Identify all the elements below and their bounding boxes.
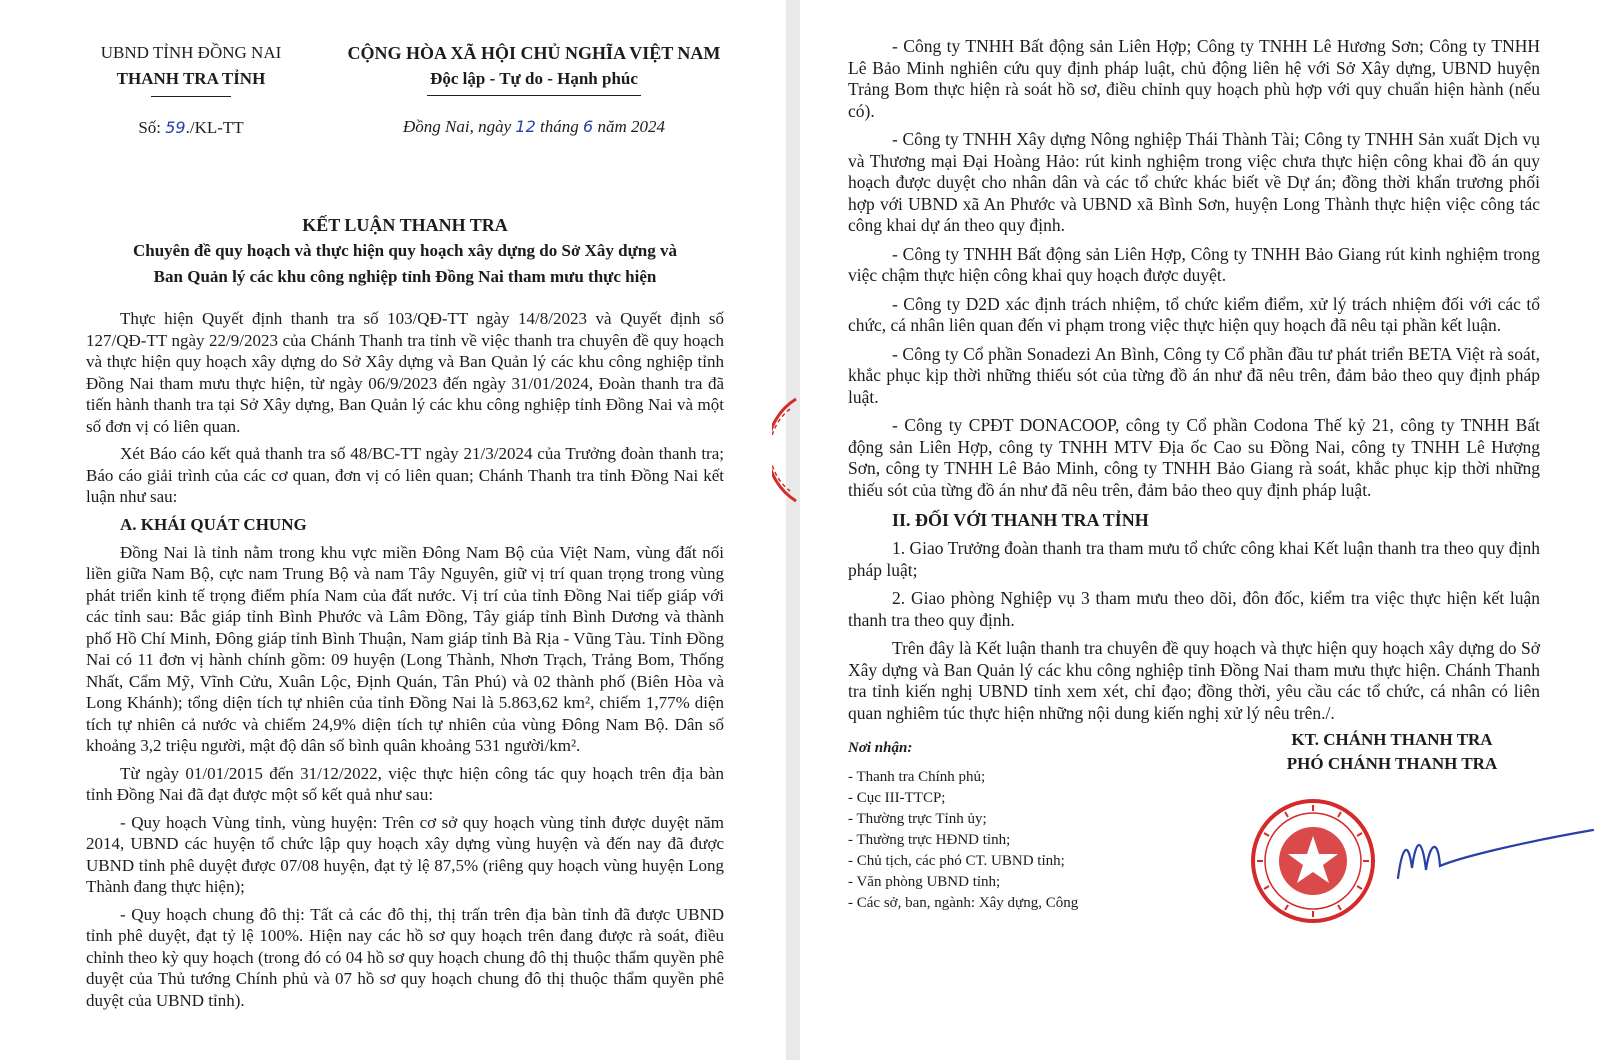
recipient-item: - Văn phòng UBND tỉnh; (848, 874, 1001, 890)
left-body (86, 308, 724, 1011)
recipients-label: Nơi nhận: (848, 740, 913, 756)
recipient-item: - Chủ tịch, các phó CT. UBND tỉnh; (848, 853, 1065, 869)
official-seal (1248, 796, 1378, 926)
section-heading-ii: II. ĐỐI VỚI THANH TRA TỈNH (892, 510, 1149, 530)
recipient-item: - Cục III-TTCP; (848, 790, 946, 806)
handwritten-month: 6 (583, 117, 594, 136)
document-page-right (800, 0, 1600, 1060)
org-department: THANH TRA TỈNH (116, 69, 266, 88)
paragraph: Thực hiện Quyết định thanh tra số 103/QĐ-TT ngày 14/8/2023 và Quyết định số 127/QĐ-TT ngày 22/9/2023 của Chánh Thanh tra tỉnh về việc thanh tra chuyên đề quy hoạch và thực hiện quy hoạch xây dựng do Sở Xây dựng và Ban Quản lý các khu công nghiệp tỉnh Đồng Nai tham mưu thực hiện, từ ngày 06/9/2023 đến ngày 31/01/2024, Đoàn thanh tra đã tiến hành thanh tra tại Sở Xây dựng, Ban Quản lý các khu công nghiệp tỉnh Đồng Nai và một số đơn vị có liên quan. (86, 309, 724, 436)
paragraph: - Công ty TNHH Bất động sản Liên Hợp; Công ty TNHH Lê Hương Sơn; Công ty TNHH Lê Bảo Minh nghiên cứu quy định pháp luật, chủ động liên hệ với Sở Xây dựng, UBND huyện Trảng Bom thực hiện rà soát hồ sơ, điều chỉnh quy hoạch phù hợp với quy chuẩn hiện hành (nếu có). (848, 36, 1540, 121)
paragraph: - Quy hoạch Vùng tỉnh, vùng huyện: Trên cơ sở quy hoạch vùng tỉnh được duyệt năm 2014, UBND các huyện tổ chức lập quy hoạch xây dựng vùng huyện và đến nay đã được UBND tỉnh phê duyệt được 07/08 huyện, đạt tỷ lệ 87,5% (riêng quy hoạch vùng huyện Long Thành đang thực hiện); (86, 812, 724, 896)
handwritten-number: 59 (165, 118, 186, 137)
signer-title (1242, 728, 1542, 776)
paragraph: - Quy hoạch chung đô thị: Tất cả các đô thị, thị trấn trên địa bàn tỉnh đã được UBND tỉnh phê duyệt, đạt tỷ lệ 100%. Hiện nay các hồ sơ quy hoạch trên đang được rà soát, điều chỉnh theo kỳ quy hoạch (trong đó có 04 hồ sơ quy hoạch chung đô thị thuộc thẩm quyền phê duyệt của Thủ tướng Chính phủ và 07 hồ sơ quy hoạch chung đô thị thuộc thẩm quyền phê duyệt của UBND tỉnh). (86, 904, 724, 1010)
handwritten-signature (1368, 808, 1598, 898)
recipients-list (848, 738, 1208, 914)
edge-stamp-fragment (772, 395, 800, 505)
motto-underline (427, 95, 641, 96)
recipient-item: - Các sở, ban, ngành: Xây dựng, Công (848, 895, 1079, 911)
document-header (86, 40, 724, 190)
issuing-organization (86, 40, 296, 141)
document-date: Đồng Nai, ngày 12 tháng 6 năm 2024 (403, 117, 665, 136)
recipient-item: - Thường trực Tỉnh ủy; (848, 811, 987, 827)
national-heading (334, 40, 734, 140)
paragraph: - Công ty Cổ phần Sonadezi An Bình, Công ty Cổ phần đầu tư phát triển BETA Việt rà soát, khắc phục kịp thời những thiếu sót của từng đồ án như đã nêu trên, đảm bảo theo quy định pháp luật. (848, 343, 1540, 407)
paragraph: - Công ty D2D xác định trách nhiệm, tổ chức kiểm điểm, xử lý trách nhiệm đối với các tổ chức, cá nhân liên quan đến vi phạm trong việc thực hiện quy hoạch đã nêu tại phần kết luận. (848, 293, 1540, 335)
paragraph: 1. Giao Trưởng đoàn thanh tra tham mưu tổ chức công khai Kết luận thanh tra theo quy định pháp luật; (848, 538, 1540, 580)
recipient-item: - Thường trực HĐND tỉnh; (848, 832, 1011, 848)
document-number: Số: 59./KL-TT (138, 118, 244, 137)
handwritten-day: 12 (515, 117, 536, 136)
org-underline (151, 96, 231, 97)
section-heading-a: A. KHÁI QUÁT CHUNG (120, 514, 307, 534)
org-name: UBND TỈNH ĐỒNG NAI (100, 43, 282, 62)
signer-line1: KT. CHÁNH THANH TRA (1291, 730, 1493, 749)
paragraph: Từ ngày 01/01/2015 đến 31/12/2022, việc thực hiện công tác quy hoạch trên địa bàn tỉnh Đồng Nai đã đạt được một số kết quả như sau: (86, 763, 724, 804)
signature-block (848, 730, 1540, 938)
national-motto: Độc lập - Tự do - Hạnh phúc (430, 69, 638, 88)
document-title: KẾT LUẬN THANH TRA (302, 215, 508, 235)
national-title: CỘNG HÒA XÃ HỘI CHỦ NGHĨA VIỆT NAM (347, 43, 721, 63)
document-page-left (0, 0, 786, 1060)
paragraph: Xét Báo cáo kết quả thanh tra số 48/BC-TT ngày 21/3/2024 của Trưởng đoàn thanh tra; Báo cáo giải trình của các cơ quan, đơn vị có liên quan; Chánh Thanh tra tỉnh Đồng Nai kết luận như sau: (86, 444, 724, 506)
signer-line2: PHÓ CHÁNH THANH TRA (1286, 754, 1498, 773)
recipient-item: - Thanh tra Chính phủ; (848, 769, 986, 785)
paragraph: 2. Giao phòng Nghiệp vụ 3 tham mưu theo dõi, đôn đốc, kiểm tra việc thực hiện kết luận thanh tra theo quy định. (848, 588, 1540, 630)
paragraph: - Công ty CPĐT DONACOOP, công ty Cổ phần Codona Thế kỷ 21, công ty TNHH Bất động sản Liên Hợp, công ty TNHH MTV Địa ốc Cao su Đồng Nai, công ty TNHH Lê Hượng Sơn, công ty TNHH Lê Bảo Minh, công ty TNHH Bảo Giang rà soát, khắc phục kịp thời những thiếu sót của từng đồ án như đã nêu trên, đảm bảo theo quy định pháp luật. (848, 415, 1540, 500)
document-subtitle-line1: Chuyên đề quy hoạch và thực hiện quy hoạch xây dựng do Sở Xây dựng và (132, 241, 678, 260)
paragraph: - Công ty TNHH Bất động sản Liên Hợp, Công ty TNHH Bảo Giang rút kinh nghiệm trong việc chậm thực hiện công khai quy hoạch được duyệt. (848, 243, 1540, 285)
paragraph: - Công ty TNHH Xây dựng Nông nghiệp Thái Thành Tài; Công ty TNHH Sản xuất Dịch vụ và Thương mại Đại Hoàng Hảo: rút kinh nghiệm trong việc chưa thực hiện công khai đồ án quy hoạch được duyệt cho nhân dân và các tổ chức khác biết về Dự án; đồng thời khẩn trương phối hợp với UBND xã An Phước và UBND xã Bình Sơn, huyện Long Thành thực hiện việc công tác công khai dự án theo quy định. (848, 129, 1540, 235)
document-subtitle-line2: Ban Quản lý các khu công nghiệp tỉnh Đồng Nai tham mưu thực hiện (153, 267, 657, 286)
closing-paragraph: Trên đây là Kết luận thanh tra chuyên đề quy hoạch và thực hiện quy hoạch xây dựng do Sở Xây dựng và Ban Quản lý các khu công nghiệp tỉnh Đồng Nai tham mưu thực hiện. Chánh Thanh tra tỉnh kiến nghị UBND tỉnh xem xét, chỉ đạo; đồng thời, yêu cầu các tổ chức, cá nhân có liên quan nghiêm túc thực hiện những nội dung kiến nghị xử lý nêu trên./. (848, 638, 1540, 723)
paragraph: Đồng Nai là tỉnh nằm trong khu vực miền Đông Nam Bộ của Việt Nam, vùng đất nối liền giữa Nam Bộ, cực nam Trung Bộ và nam Tây Nguyên, giữ vị trí quan trọng trong vùng phát triển kinh tế trọng điểm phía Nam của đất nước. Vị trí của tỉnh Đồng Nai tiếp giáp với các tỉnh sau: Bắc giáp tỉnh Bình Phước và Lâm Đồng, Tây giáp tỉnh Bình Dương và thành phố Hồ Chí Minh, Đông giáp tỉnh Bình Thuận, Nam giáp tỉnh Bà Rịa - Vũng Tàu. Tỉnh Đồng Nai có 11 đơn vị hành chính gồm: 09 huyện (Long Thành, Nhơn Trạch, Trảng Bom, Thống Nhất, Cẩm Mỹ, Vĩnh Cửu, Xuân Lộc, Định Quán, Tân Phú) và 02 thành phố (Biên Hòa và Long Khánh); tổng diện tích tự nhiên của tỉnh Đồng Nai là 5.863,62 km², chiếm 1,77% diện tích tự nhiên cả nước và chiếm 24,9% diện tích tự nhiên của vùng Đông Nam Bộ. Dân số khoảng 3,2 triệu người, mật độ dân số bình quân khoảng 531 người/km². (86, 542, 724, 755)
